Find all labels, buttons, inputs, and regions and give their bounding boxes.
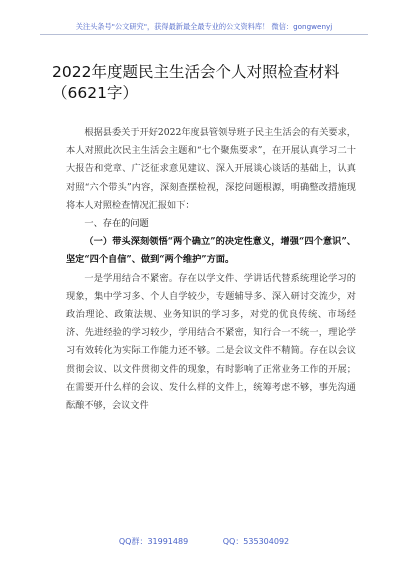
subsection-heading: （一）带头深刻领悟“两个确立”的决定性意义，增强“四个意识”、坚定“四个自信”、做到“两个维护”方面。: [66, 236, 356, 266]
body-paragraph: 一是学用结合不紧密。存在以学文件、学讲话代替系统理论学习的现象，集中学习多、个人自学较少，专题辅导多、深入研讨交流少，对政治理论、政策法规、业务知识的学习多，对党的优良传统、市场经济、先进经验的学习较少，学用结合不紧密，知行合一不统一，理论学习有效转化为实际工作能力还不够。二是会议文件不精简。存在以会议贯彻会议、以文件贯彻文件的现象，有时影响了正常业务工作的开展；在需要开什么样的会议、发什么样的文件上，统筹考虑不够，事先沟通酝酿不够，会议文件: [66, 272, 356, 412]
header-divider: [40, 34, 368, 35]
footer-qq: QQ：535304092: [222, 537, 290, 546]
document-title: 2022年度题民主生活会个人对照检查材料（6621字）: [52, 63, 340, 102]
section-heading: 一、存在的问题: [84, 218, 149, 230]
intro-paragraph: 根据县委关于开好2022年度县管领导班子民主生活会的有关要求，本人对照此次民主生活会主题和“七个聚焦要求”，在开展认真学习二十大报告和党章、广泛征求意见建议、深入开展谈心谈话的基础上，认真对照“六个带头”内容，深刻查摆检视，深挖问题根源，明确整改措施现将本人对照检查情况汇报如下：: [66, 127, 356, 211]
document-body: [66, 124, 356, 415]
footer-contact: [0, 536, 408, 547]
header-promo-note: 关注头条号"公文研究"，获得最新最全最专业的公文资料库！ 微信：gongwenyj: [75, 22, 333, 31]
footer-qq-group: QQ群：31991489: [118, 537, 189, 546]
